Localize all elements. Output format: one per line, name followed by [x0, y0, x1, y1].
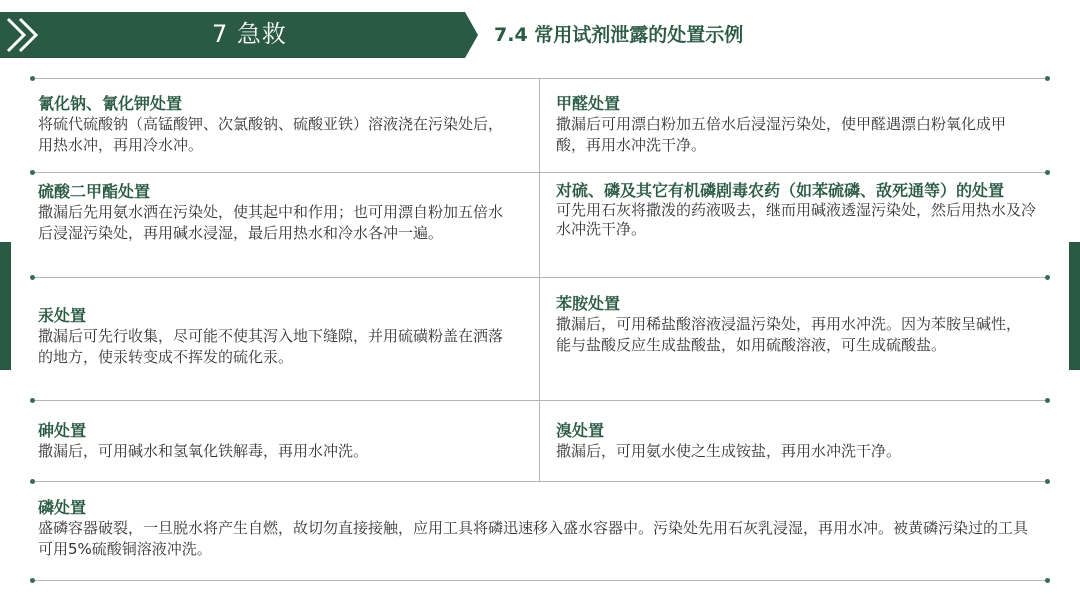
- cell-title: 氰化钠、氰化钾处置: [38, 94, 183, 113]
- section-title: 7 急救: [212, 20, 287, 48]
- cell-body: 可先用石灰将撒泼的药液吸去，继而用碱液透湿污染处，然后用热水及冷水冲洗干净。: [556, 201, 1037, 238]
- page-title: 7.4 常用试剂泄露的处置示例: [494, 24, 744, 46]
- table-rule: [32, 172, 1048, 173]
- cell-title: 溴处置: [556, 421, 605, 440]
- cell-body: 盛磷容器破裂，一旦脱水将产生自燃，故切勿直接接触，应用工具将磷迅速移入盛水容器中。污染处先用石灰乳浸湿，再用水冲。被黄磷污染过的工具可用5%硫酸铜溶液冲洗。: [38, 519, 1029, 558]
- table-rule: [32, 277, 1048, 278]
- cell-title: 砷处置: [38, 421, 87, 440]
- cell-bromine: [556, 421, 1046, 462]
- table-rule-bottom: [32, 580, 1048, 581]
- right-accent-bar: [1069, 242, 1080, 370]
- left-accent-bar: [0, 242, 11, 370]
- cell-aniline: [556, 294, 1034, 356]
- cell-body: 撒漏后，可用氨水使之生成铵盐，再用水冲洗干净。: [556, 442, 902, 460]
- cell-cyanide: [38, 94, 516, 156]
- cell-body: 撒漏后可先行收集，尽可能不使其泻入地下缝隙，并用硫磺粉盖在洒落的地方，使汞转变成不挥发的硫化汞。: [38, 327, 504, 366]
- double-chevron-icon: [4, 15, 44, 55]
- cell-formaldehyde: [556, 94, 1034, 156]
- cell-organophosphorus: [556, 182, 1040, 239]
- cell-body: 撒漏后，可用碱水和氢氧化铁解毒，再用水冲洗。: [38, 442, 369, 460]
- table-column-divider: [539, 79, 540, 481]
- cell-body: 将硫代硫酸钠（高锰酸钾、次氯酸钠、硫酸亚铁）溶液浇在污染处后，用热水冲，再用冷水冲。: [38, 115, 504, 154]
- cell-title: 汞处置: [38, 306, 87, 325]
- table-rule: [32, 481, 1048, 482]
- cell-arsenic: [38, 421, 528, 462]
- cell-title: 甲醛处置: [556, 94, 621, 113]
- cell-body: 撒漏后先用氨水洒在污染处，使其起中和作用；也可用漂自粉加五倍水后浸湿污染处，再用碱水浸湿，最后用热水和冷水各冲一遍。: [38, 203, 504, 242]
- slide-header: [0, 0, 1080, 60]
- cell-mercury: [38, 306, 516, 368]
- cell-phosphorus: [38, 498, 1038, 560]
- cell-title: 苯胺处置: [556, 294, 621, 313]
- cell-body: 撒漏后可用漂白粉加五倍水后浸湿污染处，使甲醛遇漂白粉氧化成甲酸，再用水冲洗干净。: [556, 115, 1007, 154]
- cell-title: 硫酸二甲酯处置: [38, 182, 151, 201]
- cell-body: 撒漏后，可用稀盐酸溶液浸温污染处，再用水冲洗。因为苯胺呈碱性，能与盐酸反应生成盐酸盐，如用硫酸溶液，可生成硫酸盐。: [556, 315, 1022, 354]
- table-rule: [32, 400, 1048, 401]
- cell-title: 磷处置: [38, 498, 87, 517]
- cell-dimethyl-sulfate: [38, 182, 516, 244]
- table-rule-top: [32, 78, 1048, 79]
- cell-title: 对硫、磷及其它有机磷剧毒农药（如苯硫磷、敌死通等）的处置: [556, 181, 1005, 200]
